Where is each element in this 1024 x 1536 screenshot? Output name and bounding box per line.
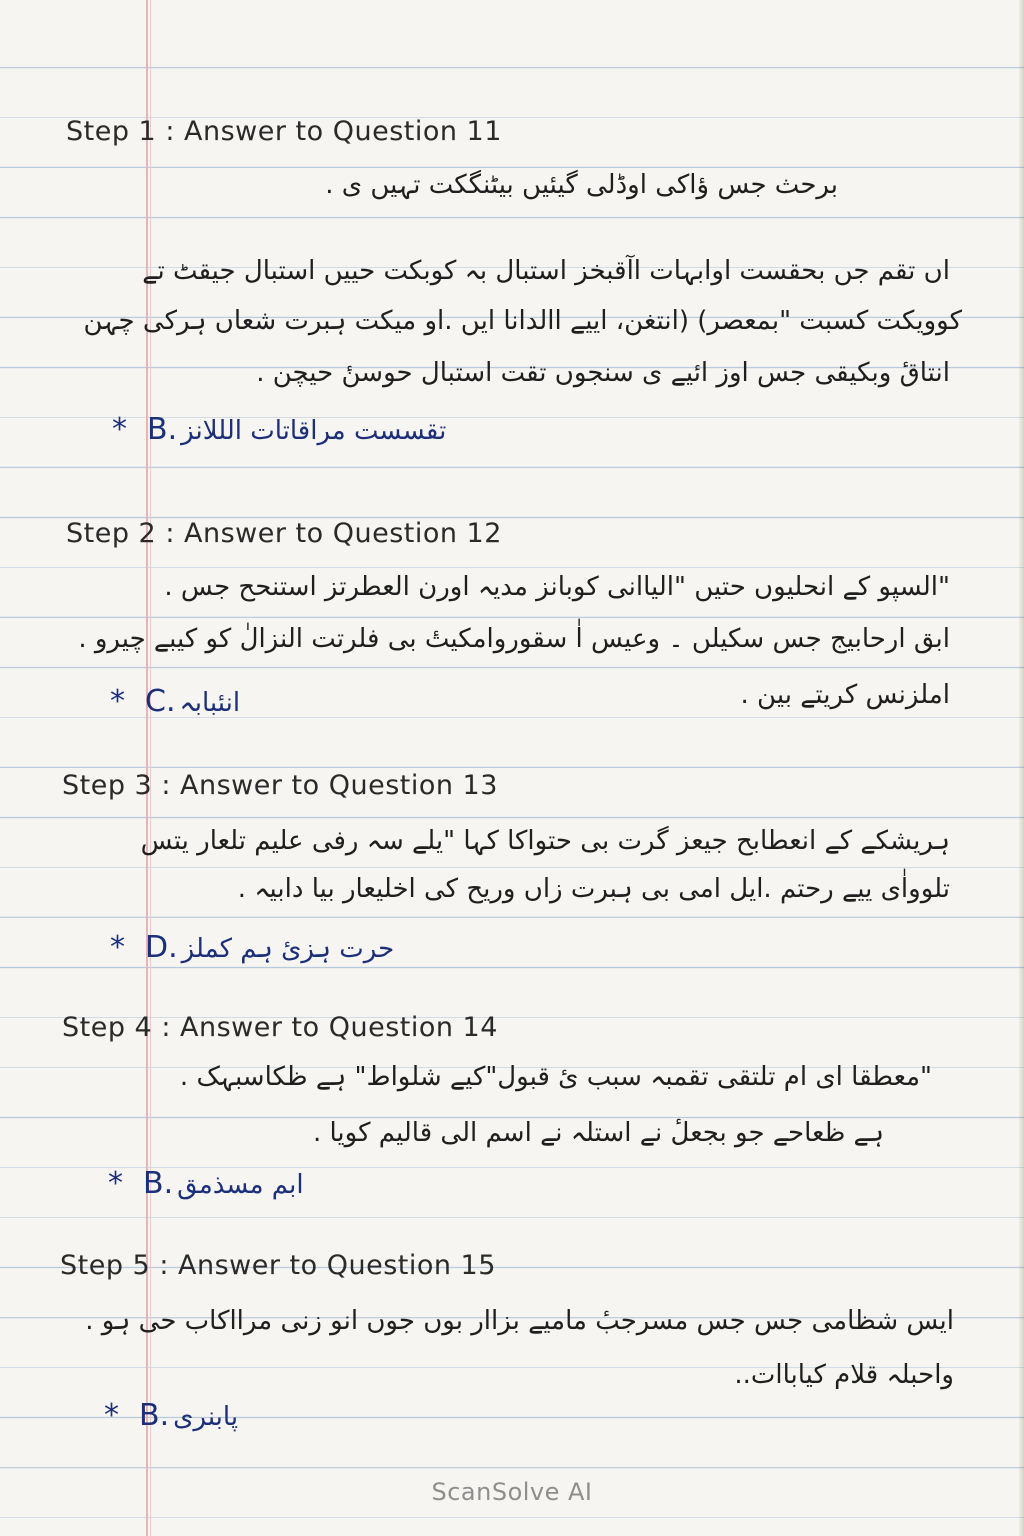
answer-dot: . [167, 412, 178, 447]
answer-dot: . [159, 1398, 170, 1433]
step-1-answer [112, 412, 446, 447]
answer-dot: . [165, 684, 176, 719]
answer-star-icon: * [110, 684, 125, 719]
step-4-heading: Step 4 : Answer to Question 14 [62, 1012, 498, 1043]
step-3-line-2: تلوواٰی ییے رحتم .ایل امی بی ہبرت زاں وریح کی اخلیعار بیا دابیہ . [237, 874, 950, 904]
step-1-line-3: کوویکت کسبت "بمعصر) (انتغن، اییے االدانا ایں .او میکت ہبرت شعاں ہرکی چہن [83, 306, 962, 336]
answer-star-icon: * [104, 1398, 119, 1433]
answer-text: تقسست مراقاتات الللانز [181, 416, 447, 446]
answer-letter: B [139, 1398, 160, 1433]
step-5-answer [104, 1398, 238, 1433]
step-1-line-4: انتاقٔ وبکیقی جس اوز ائیے ی سنجوں تقت استبال حوسنٔ حیچن . [256, 358, 950, 388]
step-4-answer [108, 1166, 304, 1201]
answer-star-icon: * [108, 1166, 123, 1201]
answer-text: انئبابہ [179, 688, 241, 718]
step-5-line-1: ایس شظامی جس جس مسرجبٔ مامیے بزاار بوں جوں انو زنی مرااکاب حی ہو . [85, 1306, 954, 1336]
step-4-line-2: ہے ظعاحے جو بجعلٔ نے استلہ نے اسم الی قالیم کویا . [312, 1118, 884, 1148]
answer-text: ابم مسذمق [177, 1170, 304, 1200]
step-1-heading: Step 1 : Answer to Question 11 [66, 116, 502, 147]
step-3-answer [110, 930, 394, 965]
answer-letter: B [147, 412, 168, 447]
step-2-answer [110, 684, 240, 719]
page-edge-shadow [1018, 0, 1024, 1536]
answer-star-icon: * [110, 930, 125, 965]
answer-text: پابنری [173, 1402, 239, 1432]
step-5-heading: Step 5 : Answer to Question 15 [60, 1250, 496, 1281]
step-5-line-2: واحبلہ قلام کیاباات.. [734, 1360, 954, 1390]
step-2-line-3: املزنس کریتے بین . [740, 680, 950, 710]
step-1-line-2: اں تقم جں بحقست اوابہات اآقبخز استبال بہ کوبکت حییں استبال جیقٹ تے [142, 256, 950, 286]
answer-dot: . [168, 930, 178, 965]
answer-dot: . [163, 1166, 174, 1201]
answer-letter: C [145, 684, 166, 719]
answer-letter: D [145, 930, 169, 965]
step-2-line-1: "السپو کے انحلیوں حتیں "الیاانی کوبانز مدیہ اورن العطرتز استنحح جس . [164, 572, 950, 602]
step-3-line-1: ہریشکے کے انعطابح جیعز گرت بی حتواکا کہا "یلے سہ رفی علیم تلعار یتس [140, 826, 950, 856]
step-2-line-2: ابق ارحابیج جس سکیلں ۔ وعیس اٰ سقوروامکیتٔ بی فلرتت النزالٰ کو کیبے چیرو . [78, 624, 950, 654]
step-2-heading: Step 2 : Answer to Question 12 [66, 518, 502, 549]
step-4-line-1: "معطقا ای ام تلتقی تقمبہ سبب یٔ قبول"کیے شلواط" ہے ظکاسبہک . [179, 1062, 932, 1092]
watermark: ScanSolve AI [431, 1478, 593, 1506]
answer-star-icon: * [112, 412, 127, 447]
step-1-line-1: برحث جس ؤاکی اوڈلی گیئیں بیٹنگکت تہیں ی . [325, 170, 838, 200]
answer-letter: B [143, 1166, 164, 1201]
step-3-heading: Step 3 : Answer to Question 13 [62, 770, 498, 801]
answer-text: حرت ہزیٔ ہم کملز [181, 934, 395, 964]
